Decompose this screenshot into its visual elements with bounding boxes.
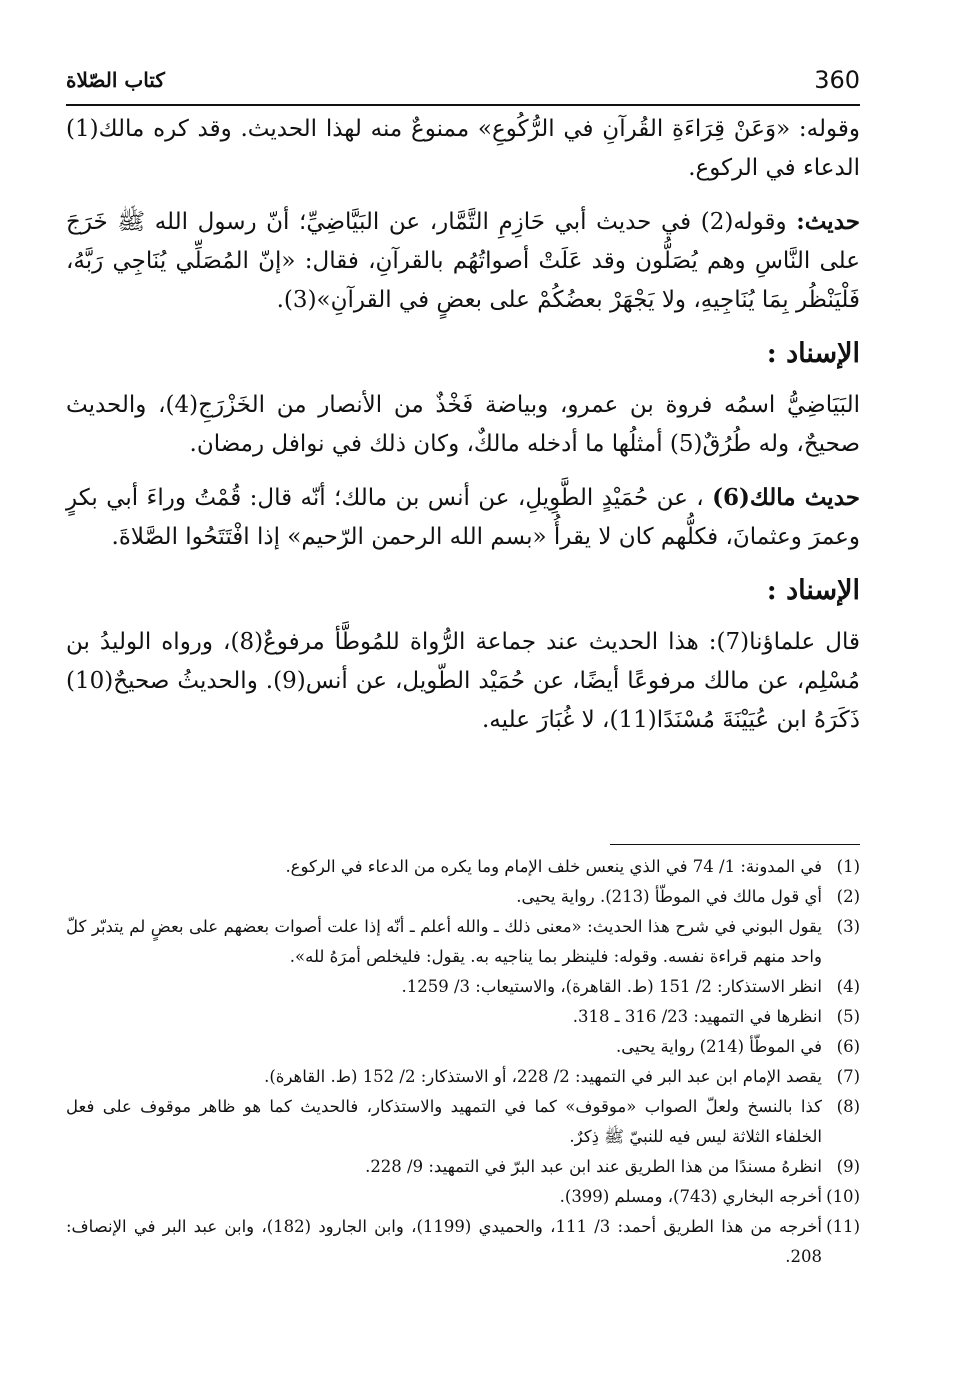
footnotes (66, 852, 860, 1272)
paragraph-text: وقوله(2) في حديث أبي حَازِمِ التَّمَّار، عن البَيَّاضِيِّ؛ أنّ رسول الله ﷺ خَرَجَ على النَّاسِ وهم يُصَلُّون وقد عَلَتْ أصواتُهُم بالقرآنِ، فقال: «إنّ المُصَلِّي يُنَاجِي رَبَّهُ، فَلْيَنْظُر بِمَا يُنَاجِيهِ، ولا يَجْهَرْ بعضُكُمْ على بعضٍ في القرآنِ»(3). (66, 209, 860, 313)
footnote-text: أي قول مالك في الموطّأ (213). رواية يحيى. (516, 887, 822, 906)
footnote-number: (5) (836, 1007, 860, 1026)
section-heading: الإسناد : (766, 338, 860, 369)
footnote (66, 912, 860, 972)
footnote-number: (3) (836, 917, 860, 936)
paragraph-lead: حديث مالك(6) (712, 484, 860, 511)
footnote-number: (11) (826, 1217, 860, 1236)
footnote (66, 1032, 860, 1062)
footnote-number: (6) (836, 1037, 860, 1056)
footnote (66, 1212, 860, 1272)
main-text (66, 110, 860, 754)
paragraph (66, 202, 860, 320)
footnote-text: يقول البوني في شرح هذا الحديث: «معنى ذلك ـ والله أعلم ـ أنّه إذا علت أصوات بعضهم على بعضٍ لم يتدبّر كلّ واحد منهم قراءة نفسه. وقوله: فلينظر بما يناجيه به. يقول: فليخلص أمرَهُ لله». (66, 917, 822, 966)
footnote-number: (4) (836, 977, 860, 996)
footnote-text: كذا بالنسخ ولعلّ الصواب «موقوف» كما في التمهيد والاستذكار، فالحديث كما هو ظاهر موقوف على فعل الخلفاء الثلاثة ليس فيه للنبيّ ﷺ ذِكرٌ. (66, 1097, 822, 1146)
paragraph (66, 478, 860, 557)
footnote-number: (7) (836, 1067, 860, 1086)
footnote (66, 1182, 860, 1212)
footnote-number: (1) (836, 857, 860, 876)
section-heading: الإسناد : (766, 575, 860, 606)
footnote-text: في الموطّأ (214) رواية يحيى. (615, 1037, 822, 1056)
page-number: 360 (814, 66, 860, 94)
paragraph: قال علماؤنا(7): هذا الحديث عند جماعة الرُّواة للمُوطَّأ مرفوعٌ(8)، ورواه الوليدُ بن مُسْلِم، عن مالك مرفوعًا أيضًا، عن حُمَيْد الطّويل، عن أنس(9). والحديثُ صحيحٌ(10) ذَكَرَهُ ابن عُيَيْنَةَ مُسْنَدًا(11)، لا غُبَارَ عليه. (66, 629, 860, 733)
footnote-text: في المدونة: 1/ 74 في الذي ينعس خلف الإمام وما يكره من الدعاء في الركوع. (285, 857, 822, 876)
footnote-text: أخرجه البخاري (743)، ومسلم (399). (559, 1187, 822, 1206)
footnote-number: (2) (836, 887, 860, 906)
footnote-divider (610, 844, 860, 845)
page-header (66, 58, 860, 106)
paragraph-text: ، عن حُمَيْدٍ الطَّوِيلِ، عن أنس بن مالك؛ أنّه قال: قُمْتُ وراءَ أبي بكرٍ وعمرَ وعثمانَ، فكلُّهم كان لا يقرأُ «بسم الله الرحمن الرّحيم» إذا افْتَتَحُوا الصَّلاةَ. (66, 485, 860, 550)
footnote (66, 882, 860, 912)
running-title: كتاب الصّلاة (66, 68, 165, 92)
footnote-number: (10) (826, 1187, 860, 1206)
footnote (66, 852, 860, 882)
footnote-text: أخرجه من هذا الطريق أحمد: 3/ 111، والحميدي (1199)، وابن الجارود (182)، وابن عبد البر في الإنصاف: 208. (66, 1217, 822, 1266)
paragraph: وقوله: «وَعَنْ قِرَاءَةِ القُرآنِ في الرُّكُوعِ» ممنوعٌ منه لهذا الحديث. وقد كره مالك(1) الدعاء في الركوع. (66, 116, 860, 181)
footnote (66, 1152, 860, 1182)
paragraph-lead: حديث: (796, 208, 860, 235)
footnote (66, 1002, 860, 1032)
footnote-text: يقصد الإمام ابن عبد البر في التمهيد: 2/ 228، أو الاستذكار: 2/ 152 (ط. القاهرة). (264, 1067, 822, 1086)
footnote (66, 972, 860, 1002)
footnote-text: انظرها في التمهيد: 23/ 316 ـ 318. (572, 1007, 822, 1026)
footnote-number: (9) (836, 1157, 860, 1176)
footnote (66, 1092, 860, 1152)
footnote (66, 1062, 860, 1092)
footnote-text: انظرهُ مسندًا من هذا الطريق عند ابن عبد البرّ في التمهيد: 9/ 228. (365, 1157, 822, 1176)
paragraph: البَيَاضِيُّ اسمُه فروة بن عمرو، وبياضة فَخْذٌ من الأنصار من الخَزْرَجِ(4)، والحديث صحيحٌ، وله طُرُقٌ(5) أمثلُها ما أدخله مالكٌ، وكان ذلك في نوافل رمضان. (66, 392, 860, 457)
footnote-number: (8) (836, 1097, 860, 1116)
footnote-text: انظر الاستذكار: 2/ 151 (ط. القاهرة)، والاستيعاب: 3/ 1259. (401, 977, 822, 996)
